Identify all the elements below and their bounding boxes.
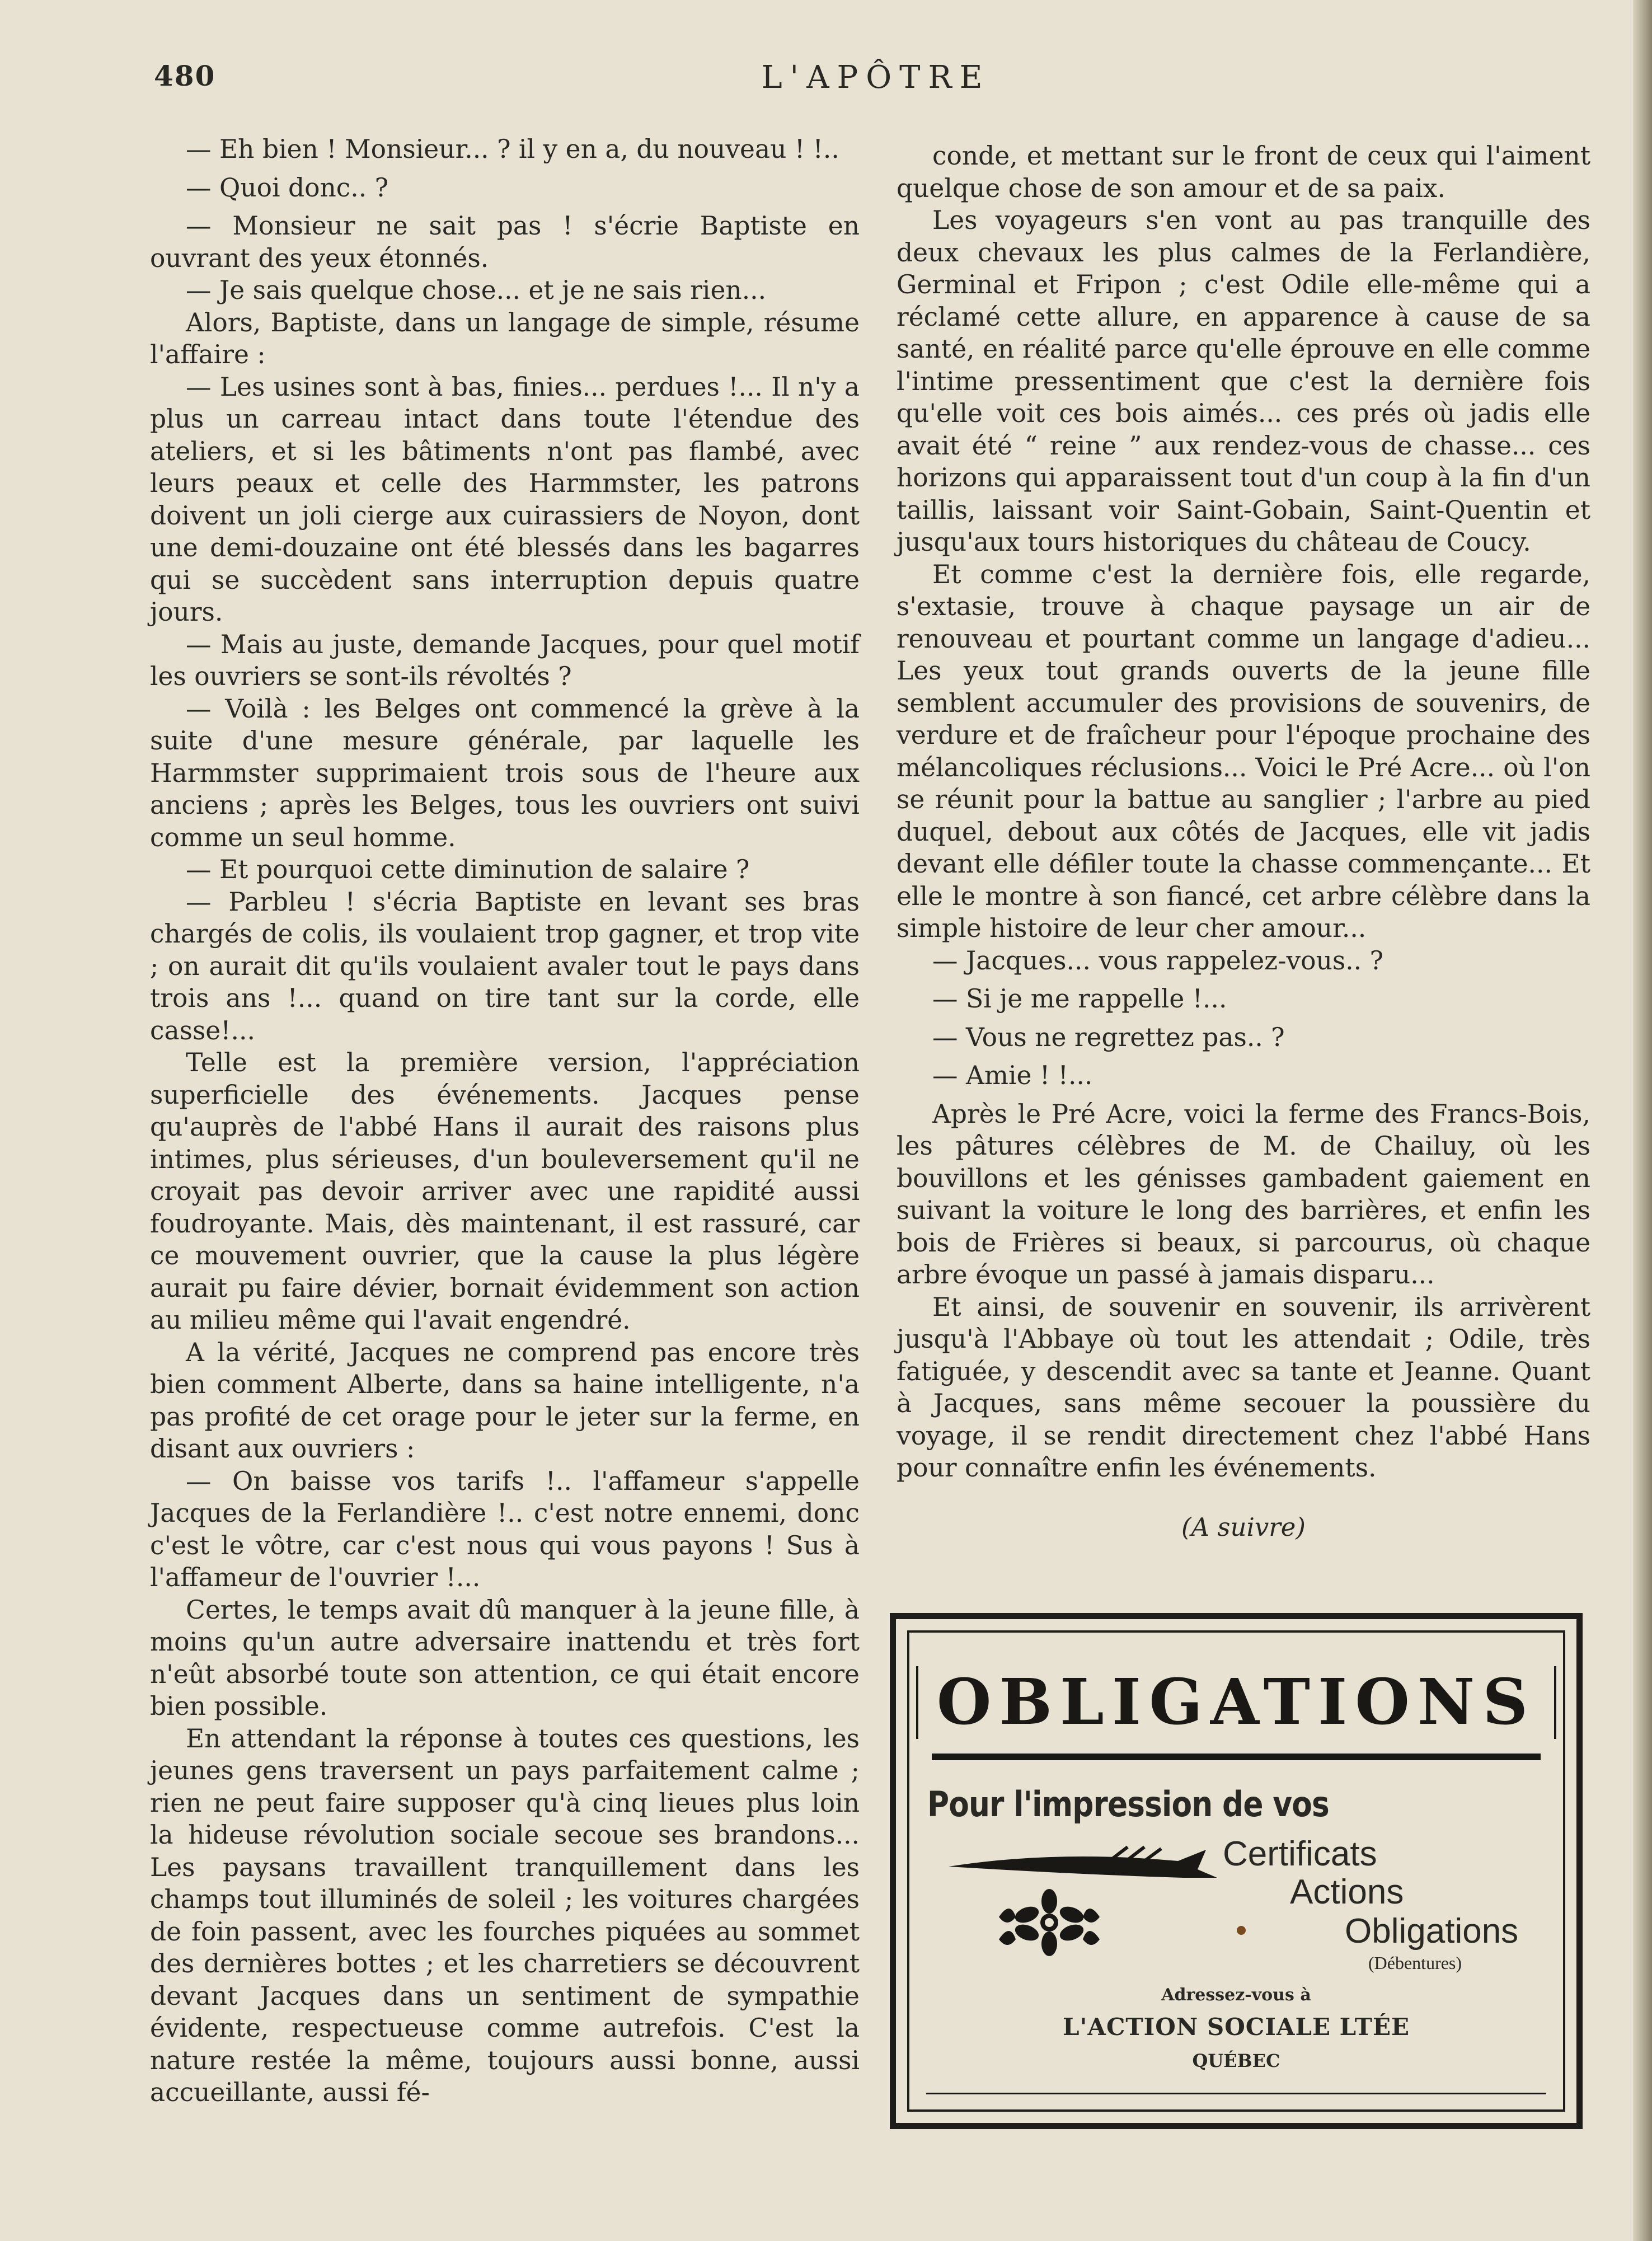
paragraph: Et ainsi, de souvenir en souvenir, ils arrivèrent jusqu'à l'Abbaye où tout les attendait ; Odile, très fatiguée, y descendit avec sa tante et Jeanne. Quant à Jacques, sans même secouer la poussière du voyage, il se rendit directement chez l'abbé Hans pour connaître enfin les événements.	[897, 1292, 1590, 1483]
page-header	[154, 56, 1598, 101]
paragraph: — Eh bien ! Monsieur... ? il y en a, du nouveau ! !..	[186, 134, 839, 164]
bullet-dot-icon	[1237, 1926, 1246, 1935]
page-edge-shadow	[1633, 0, 1652, 2241]
paragraph: — Mais au juste, demande Jacques, pour quel motif les ouvriers se sont-ils révoltés ?	[150, 629, 860, 691]
advertisement-box	[890, 1613, 1583, 2129]
ad-divider	[932, 1754, 1541, 1760]
ad-item-debentures: (Débentures)	[1368, 1953, 1462, 1973]
ad-item-certificats: Certificats	[1223, 1835, 1377, 1873]
ad-contact-line: Adressez-vous à	[1161, 1985, 1311, 2005]
paragraph: — Monsieur ne sait pas ! s'écrie Baptiste en ouvrant des yeux étonnés.	[150, 211, 860, 273]
paragraph: — Parbleu ! s'écria Baptiste en levant ses bras chargés de colis, ils voulaient trop gagner, et trop vite ; on aurait dit qu'ils voulaient avaler tout le pays dans trois ans !... quand on tire tant sur la corde, elle casse!...	[150, 887, 860, 1046]
paragraph: — Vous ne regrettez pas.. ?	[932, 1022, 1285, 1052]
paragraph: Après le Pré Acre, voici la ferme des Francs-Bois, les pâtures célèbres de M. de Chailuy, où les bouvillons et les génisses gambadent gaiement en suivant la voiture le long des barrières, et enfin les bois de Frières si beaux, si parcourus, où chaque arbre évoque un passé à jamais disparu...	[897, 1099, 1590, 1290]
running-title: L'APÔTRE	[761, 59, 991, 96]
ad-item-actions: Actions	[1290, 1873, 1404, 1911]
paragraph: — Les usines sont à bas, finies... perdues !... Il n'y a plus un carreau intact dans toute l'étendue des ateliers, et si les bâtiments n'ont pas flambé, avec leurs peaux et celle des Harmmster, les patrons doivent un joli cierge aux cuirassiers de Noyon, dont une demi-douzaine ont été blessés dans les bagarres qui se succèdent sans interruption depuis quatre jours.	[150, 372, 860, 627]
paragraph: Les voyageurs s'en vont au pas tranquille des deux chevaux les plus calmes de la Ferlandière, Germinal et Fripon ; c'est Odile elle-même qui a réclamé cette allure, en apparence à cause de sa santé, en réalité parce qu'elle éprouve en elle comme l'intime pressentiment que c'est la dernière fois qu'elle voit ces bois aimés... ces prés où jadis elle avait été “ reine ” aux rendez-vous de chasse... ces horizons qui apparaissent tout d'un coup à la fin d'un taillis, laissant voir Saint-Gobain, Saint-Quentin et jusqu'aux tours historiques du château de Coucy.	[897, 205, 1590, 557]
ad-bottom-rule	[926, 2093, 1546, 2094]
right-column	[897, 140, 1590, 1543]
paragraph: Alors, Baptiste, dans un langage de simple, résume l'affaire :	[150, 307, 860, 369]
left-column	[150, 133, 860, 2109]
paragraph: — Amie ! !...	[932, 1061, 1093, 1090]
advertisement-inner-frame	[907, 1630, 1565, 2112]
paragraph: Telle est la première version, l'appréciation superficielle des événements. Jacques pense qu'auprès de l'abbé Hans il aurait des raisons plus intimes, plus sérieuses, d'un bouleversement qu'il ne croyait pas devoir arriver avec une rapidité aussi foudroyante. Mais, dès maintenant, il est rassuré, car ce mouvement ouvrier, que la cause la plus légère aurait pu faire dévier, bornait évidemment son action au milieu même qui l'avait engendré.	[150, 1048, 860, 1335]
to-be-continued: (A suivre)	[1181, 1512, 1306, 1542]
paragraph: En attendant la réponse à toutes ces questions, les jeunes gens traversent un pays parfaitement calme ; rien ne peut faire supposer qu'à cinq lieues plus loin la hideuse révolution sociale secoue ses brandons... Les paysans travaillent tranquillement dans les champs tout illuminés de soleil ; les voitures chargées de foin passent, avec les fourches piquées au sommet des dernières bottes ; et les charretiers se découvrent devant Jacques dans un sentiment de sympathie évidente, respectueuse comme autrefois. C'est la nature restée la même, toujours aussi bonne, aussi accueillante, aussi fé-	[150, 1723, 860, 2107]
flower-ornament-icon	[943, 1844, 1223, 1956]
paragraph: — Et pourquoi cette diminution de salaire ?	[186, 855, 750, 884]
paragraph: — On baisse vos tarifs !.. l'affameur s'appelle Jacques de la Ferlandière !.. c'est notre ennemi, donc c'est le vôtre, car c'est nous qui vous payons ! Sus à l'affameur de l'ouvrier !...	[150, 1466, 860, 1592]
ad-subtitle: Pour l'impression de vos	[927, 1784, 1329, 1825]
ad-company-name: L'ACTION SOCIALE LTÉE	[1062, 2013, 1410, 2041]
ad-title: OBLIGATIONS	[916, 1666, 1556, 1739]
paragraph: — Jacques... vous rappelez-vous.. ?	[932, 945, 1384, 976]
ad-city: QUÉBEC	[1192, 2050, 1280, 2071]
paragraph: — Quoi donc.. ?	[186, 172, 389, 203]
paragraph: — Si je me rappelle !...	[932, 984, 1227, 1014]
paragraph: Certes, le temps avait dû manquer à la jeune fille, à moins qu'un autre adversaire inattendu et très fort n'eût absorbé toute son attention, ce qui était encore bien possible.	[150, 1595, 860, 1721]
page-number: 480	[154, 59, 216, 92]
paragraph: — Je sais quelque chose... et je ne sais rien...	[186, 275, 767, 305]
paragraph: — Voilà : les Belges ont commencé la grève à la suite d'une mesure générale, par laquelle les Harmmster supprimaient trois sous de l'heure aux anciens ; après les Belges, tous les ouvriers ont suivi comme un seul homme.	[150, 693, 860, 852]
ad-item-obligations: Obligations	[1345, 1912, 1519, 1951]
paragraph: conde, et mettant sur le front de ceux qui l'aiment quelque chose de son amour et de sa paix.	[897, 141, 1590, 203]
paragraph: Et comme c'est la dernière fois, elle regarde, s'extasie, trouve à chaque paysage un air de renouveau et pourtant comme un langage d'adieu... Les yeux tout grands ouverts de la jeune fille semblent accumuler des provisions de souvenirs, de verdure et de fraîcheur pour l'époque prochaine des mélancoliques réclusions... Voici le Pré Acre... où l'on se réunit pour la battue au sanglier ; l'arbre au pied duquel, debout aux côtés de Jacques, elle vit jadis devant elle défiler toute la chasse commençante... Et elle le montre à son fiancé, cet arbre célèbre dans la simple histoire de leur cher amour...	[897, 559, 1590, 943]
paragraph: A la vérité, Jacques ne comprend pas encore très bien comment Alberte, dans sa haine intelligente, n'a pas profité de cet orage pour le jeter sur la ferme, en disant aux ouvriers :	[150, 1337, 860, 1464]
